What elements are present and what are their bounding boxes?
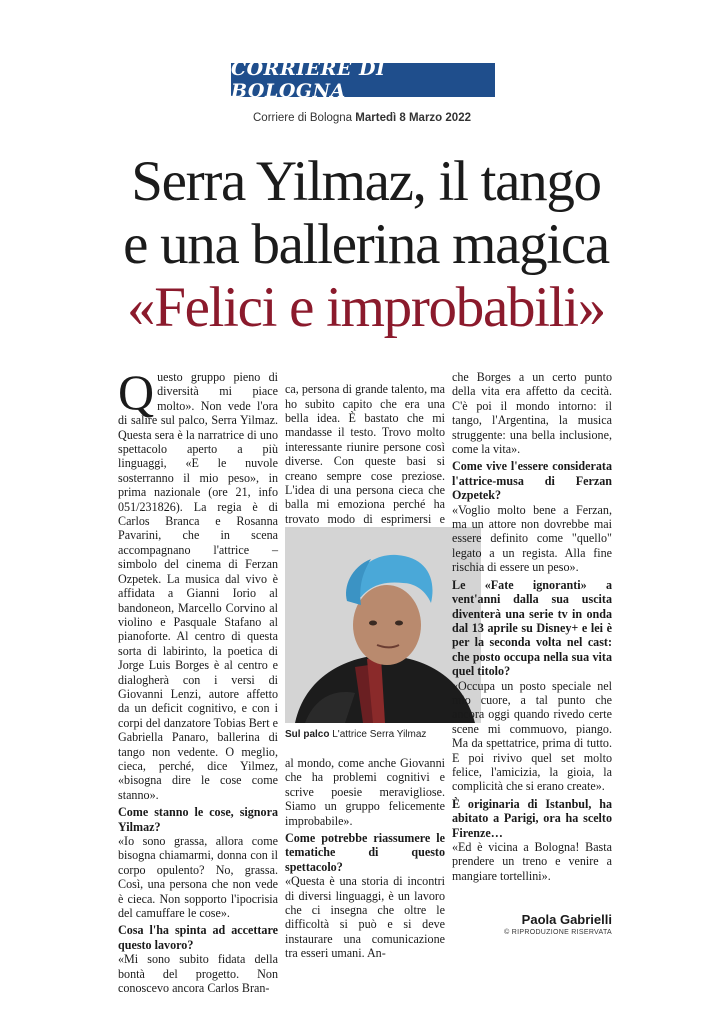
drop-cap: Q: [118, 364, 155, 420]
interview-question: Come stanno le cose, signora Yilmaz?: [118, 805, 278, 834]
article-paragraph: al mondo, come anche Giovanni che ha problemi cognitivi e scrive poesie meravigliose. Siamo un gruppo felicemente improbabile».: [285, 756, 445, 828]
interview-question: È originaria di Istanbul, ha abitato a Parigi, ora ha scelto Firenze…: [452, 796, 612, 840]
headline-line-1: Serra Yilmaz, il tango: [131, 150, 601, 213]
article-column-2-bottom: [285, 756, 445, 961]
headline: [96, 150, 636, 339]
article-paragraph: che Borges a un certo punto della vita era affetto da cecità. C'è poi il mondo intorno: il tango, l'Argentina, la musica struggente: una bella inclusione, come la vita».: [452, 370, 612, 457]
caption-label: Sul palco: [285, 729, 330, 740]
interview-answer: «Voglio molto bene a Ferzan, ma un attore non dovrebbe mai essere definito come "quello" legato a un regista. Alla fine rischia di essere un peso».: [452, 502, 612, 575]
dateline-source: Corriere di Bologna: [253, 112, 353, 124]
interview-answer: «Io sono grassa, allora come bisogna chiamarmi, donna con il corpo opulento? No, grassa. Così, una persona che non vede è cieca. Non sopporto l'ipocrisia del camuffare le cose».: [118, 834, 278, 921]
masthead-title: CORRIERE DI BOLOGNA: [231, 58, 386, 102]
interview-question: Cosa l'ha spinta ad accettare questo lavoro?: [118, 923, 278, 952]
copyright-notice: © RIPRODUZIONE RISERVATA: [504, 929, 612, 936]
masthead-logo: [231, 58, 495, 102]
interview-answer: «Questa è una storia di incontri di diversi linguaggi, è un lavoro che ci insegna che oltre le difficoltà si può e si deve instaurare una comunicazione tra esseri umani. An-: [285, 874, 445, 961]
interview-answer: «Mi sono subito fidata della bontà del progetto. Non conoscevo ancora Carlos Bran-: [118, 952, 278, 996]
interview-answer: «Occupa un posto speciale nel mio cuore, a tal punto che ancora oggi quando rivedo certe scene mi commuovo, piango. Ma da spettatrice, prima di tutto. E poi rivivo quel set molto felice, l'amicizia, la gioia, la complicità che si erano create».: [452, 678, 612, 794]
byline-author: Paola Gabrielli: [521, 912, 612, 927]
caption-text: L'attrice Serra Yilmaz: [332, 729, 427, 740]
interview-answer: «Ed è vicina a Bologna! Basta prendere un treno e venire a mangiare tortellini».: [452, 840, 612, 883]
dateline: [0, 112, 724, 124]
article-column-3: [452, 370, 612, 883]
interview-question: Come vive l'essere considerata l'attrice-musa di Ferzan Ozpetek?: [452, 459, 612, 503]
interview-question: Come potrebbe riassumere le tematiche di questo spettacolo?: [285, 831, 445, 874]
article-paragraph: Questo gruppo pieno di diversità mi piace molto». Non vede l'ora di salire sul palco, Serra Yilmaz. Questa sera è la narratrice di uno spettacolo aperto a più linguaggi, «E le nuvole sosterranno il mio peso», in prima nazionale (ore 21, info 051/231826). La regia è di Carlos Branca e Rosanna Pavarini, che in scena accompagnano l'attrice – simbolo del cinema di Ferzan Ozpetek. La musica dal vivo è affidata a Gianni Iorio al bandoneon, Marcello Corvino al violino e Pasquale Stafano al pianoforte. Al centro di questa sorta di labirinto, la poetica di Jorge Luis Borges è al centro e dialogherà con i versi di Giovanni Lenzi, autore affetto da un deficit cognitivo, e con i corpi del danzatore Tobias Bert e Gabriella Panaro, ballerina di tango non vedente. O meglio, cieca, perché, dice Yilmez, «bisogna dire le cose come stanno».: [118, 364, 278, 802]
headline-line-2: e una ballerina magica: [123, 213, 609, 276]
dateline-date: Martedì 8 Marzo 2022: [355, 112, 471, 124]
interview-question: Le «Fate ignoranti» a vent'anni dalla sua uscita diventerà una serie tv in onda dal 13 aprile su Disney+ e lei è per la seconda volta nel cast: che posto occupa nella sua vita quel titolo?: [452, 577, 612, 679]
article-column-2-top: [285, 370, 445, 553]
article-column-1: [118, 364, 278, 996]
headline-line-3: «Felici e improbabili»: [127, 276, 605, 339]
article-paragraph: ca, persona di grande talento, ma ho subito capito che era una bella idea. È bastato che mi mandasse il testo. Trovo molto interessante riunire persone così diverse. Con queste basi si creano sempre cose preziose. L'idea di una persona cieca che balla mi emoziona perché ha trovato modo di esprimersi e: [285, 382, 445, 526]
